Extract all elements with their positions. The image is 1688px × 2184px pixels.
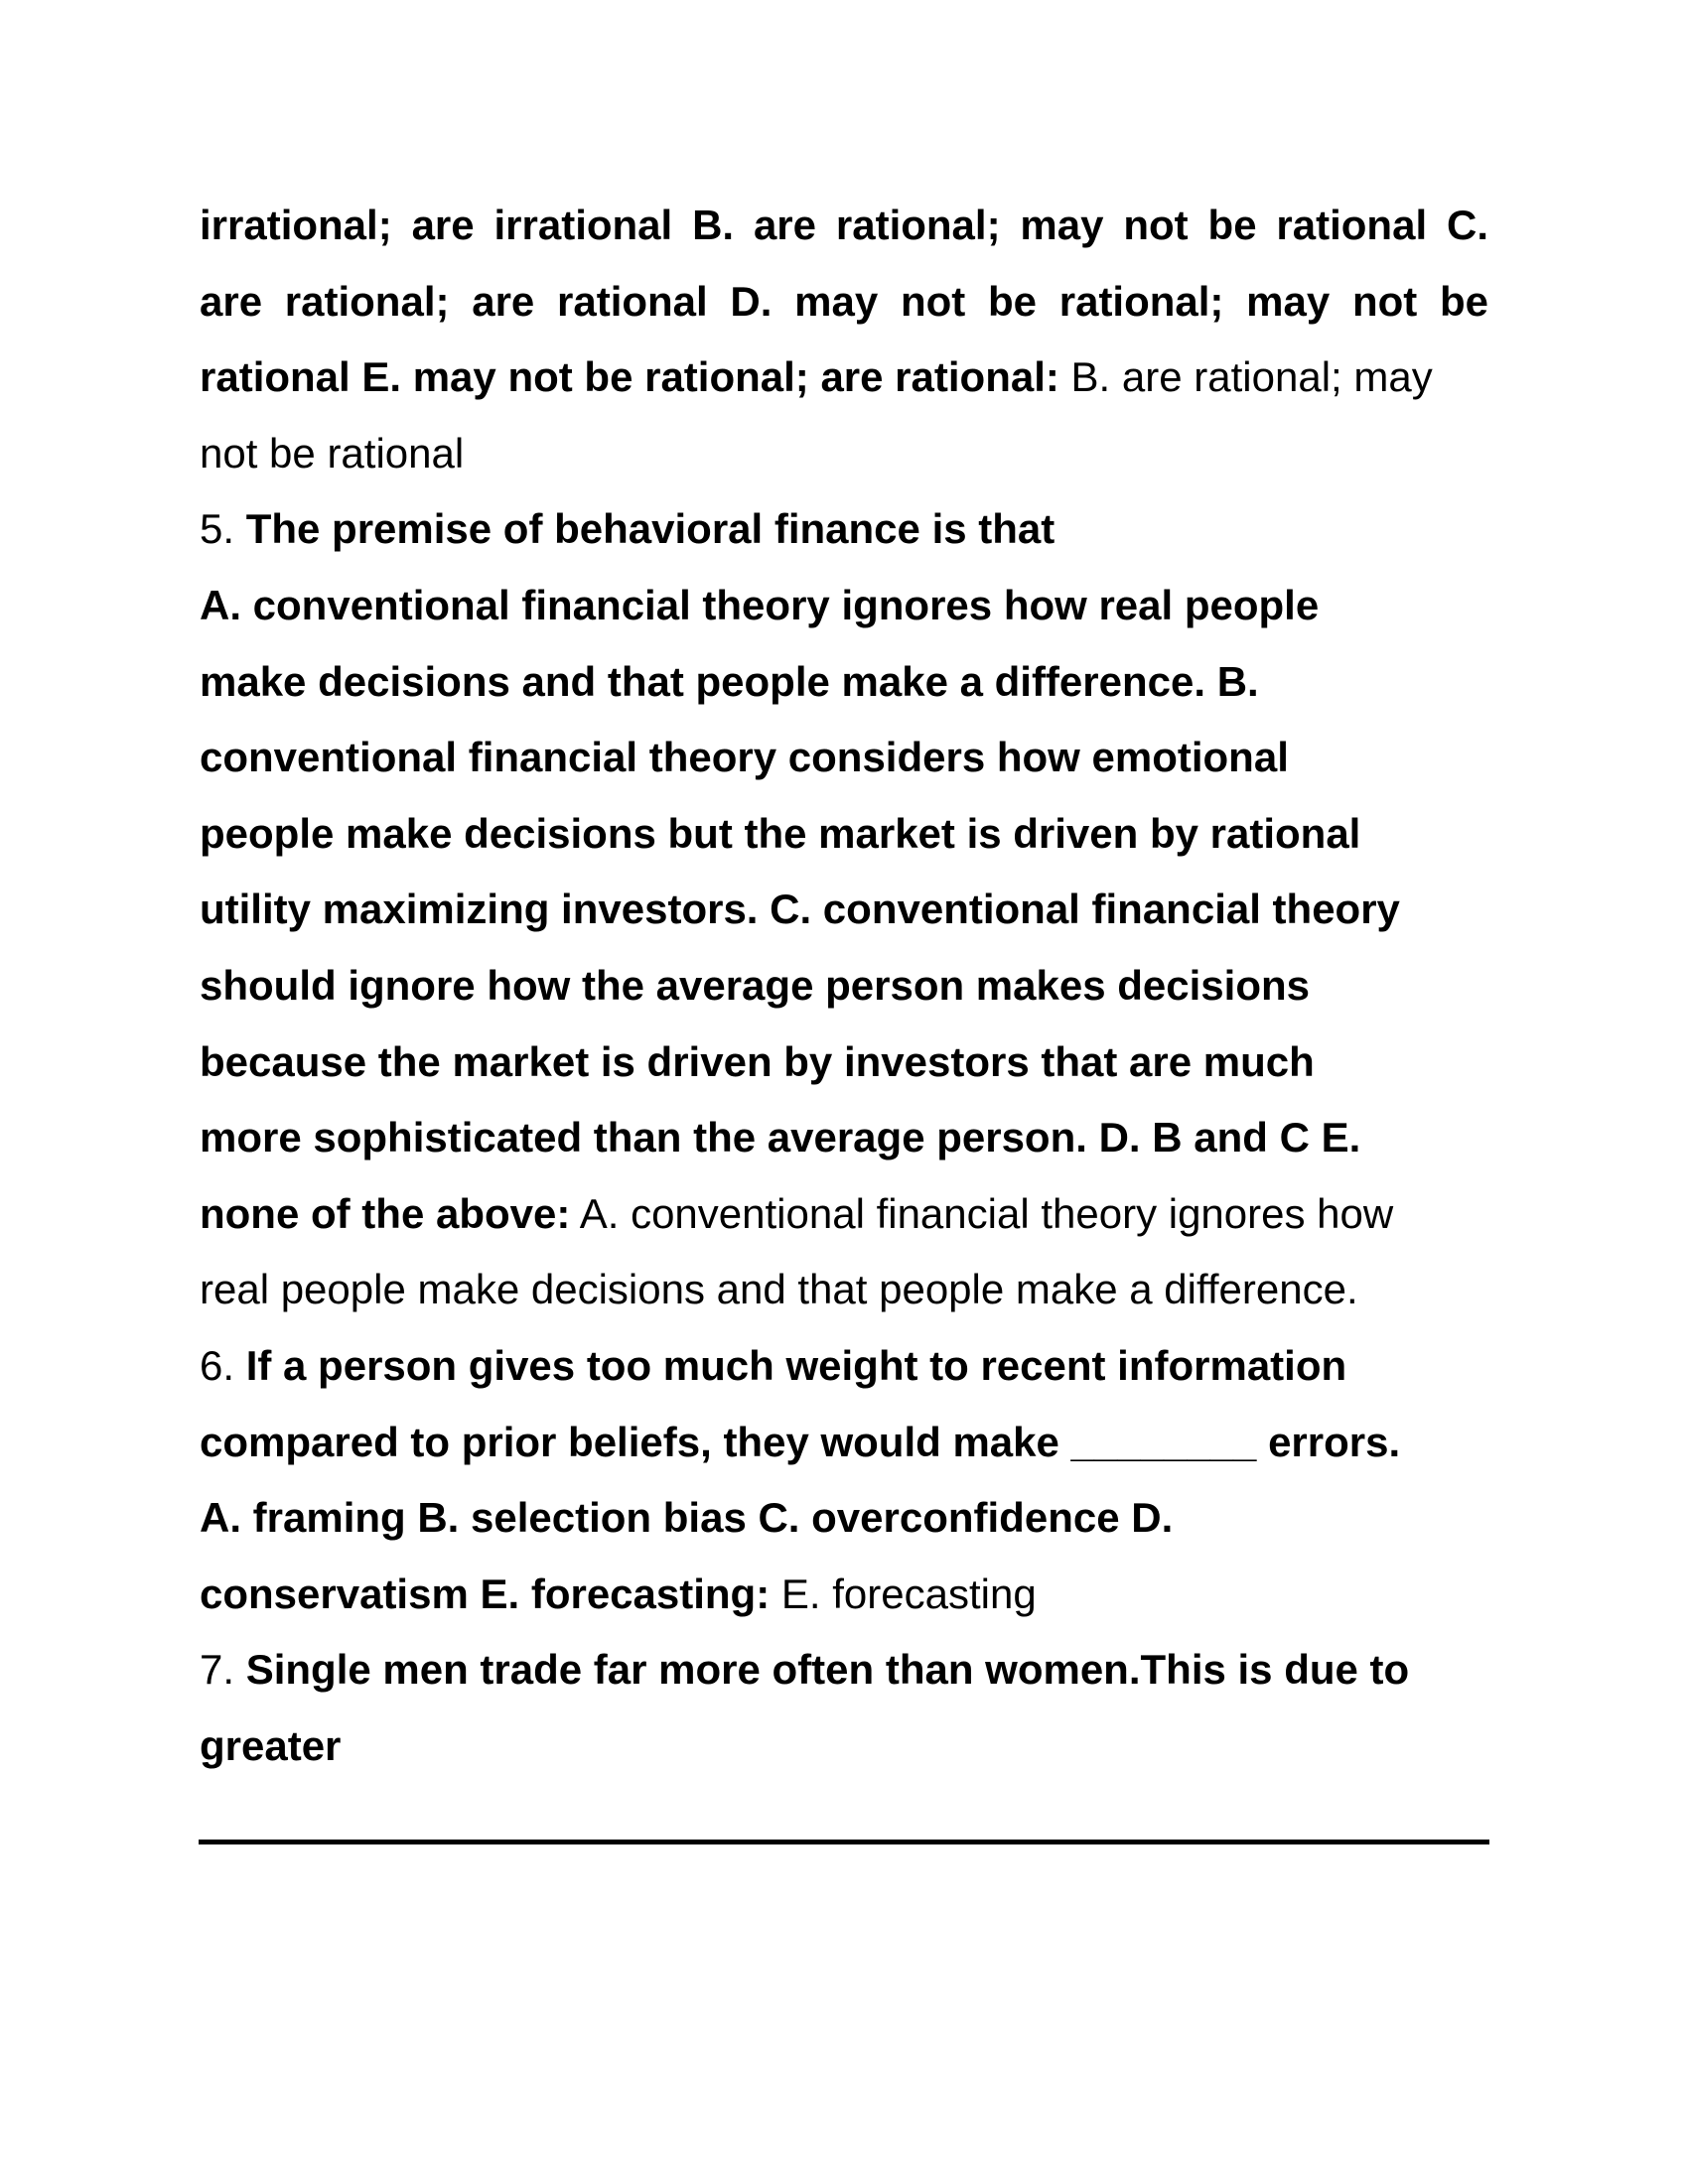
question-options-text: because the market is driven by investors that are much xyxy=(200,1037,1315,1085)
question-options-text: A. framing B. selection bias C. overconfidence D. xyxy=(200,1494,1174,1542)
answer-text: real people make decisions and that people make a difference. xyxy=(200,1266,1358,1313)
question-number: 6. xyxy=(200,1341,246,1389)
answer-text: E. forecasting xyxy=(770,1570,1037,1617)
question-options-text: people make decisions but the market is driven by rational xyxy=(200,809,1361,857)
question-stem: greater xyxy=(200,1721,342,1769)
text-line xyxy=(200,1708,1488,1785)
question-options-text: conservatism E. forecasting: xyxy=(200,1570,771,1617)
text-line xyxy=(200,264,1488,341)
text-line xyxy=(200,568,1488,644)
text-line xyxy=(200,1480,1488,1557)
text-line xyxy=(200,796,1488,873)
question-options-text: make decisions and that people make a difference. B. xyxy=(200,657,1259,705)
question-6-line xyxy=(200,1328,1488,1405)
text-line xyxy=(200,948,1488,1024)
question-number: 7. xyxy=(200,1646,246,1694)
question-5-line xyxy=(200,491,1488,568)
text-line xyxy=(200,644,1488,721)
text-line xyxy=(200,1252,1488,1328)
question-text-block xyxy=(200,188,1488,1784)
question-options-text: A. conventional financial theory ignores how real people xyxy=(200,581,1320,628)
answer-text: not be rational xyxy=(200,429,465,477)
question-options-text: are rational; are rational D. may not be rational; may not be xyxy=(200,277,1488,325)
text-line xyxy=(200,1100,1488,1176)
question-options-text: none of the above: xyxy=(200,1189,571,1237)
question-stem: compared to prior beliefs, they would make ________ errors. xyxy=(200,1418,1401,1465)
question-options-text: conventional financial theory considers how emotional xyxy=(200,734,1289,781)
answer-text: A. conventional financial theory ignores how xyxy=(570,1189,1394,1237)
question-stem: If a person gives too much weight to recent information xyxy=(245,1341,1347,1389)
text-line xyxy=(200,416,1488,492)
question-options-text: more sophisticated than the average person. D. B and C E. xyxy=(200,1114,1361,1161)
text-line xyxy=(200,1024,1488,1101)
question-number: 5. xyxy=(200,505,246,553)
text-line xyxy=(200,1557,1488,1633)
question-stem: Single men trade far more often than women.This is due to xyxy=(245,1646,1410,1694)
text-line xyxy=(200,872,1488,948)
question-options-text: irrational; are irrational B. are rational; may not be rational C. xyxy=(200,202,1488,248)
answer-text: B. are rational; may xyxy=(1058,353,1433,401)
question-options-text: should ignore how the average person makes decisions xyxy=(200,961,1310,1009)
text-line xyxy=(200,1176,1488,1253)
text-line xyxy=(200,720,1488,796)
question-options-text: utility maximizing investors. C. conventional financial theory xyxy=(200,886,1400,933)
horizontal-rule xyxy=(199,1840,1489,1844)
text-line xyxy=(200,1405,1488,1481)
question-7-line xyxy=(200,1632,1488,1708)
text-line xyxy=(200,340,1488,416)
question-options-text: rational E. may not be rational; are rational: xyxy=(200,353,1059,401)
question-stem: The premise of behavioral finance is that xyxy=(245,505,1055,553)
text-line xyxy=(200,188,1488,264)
